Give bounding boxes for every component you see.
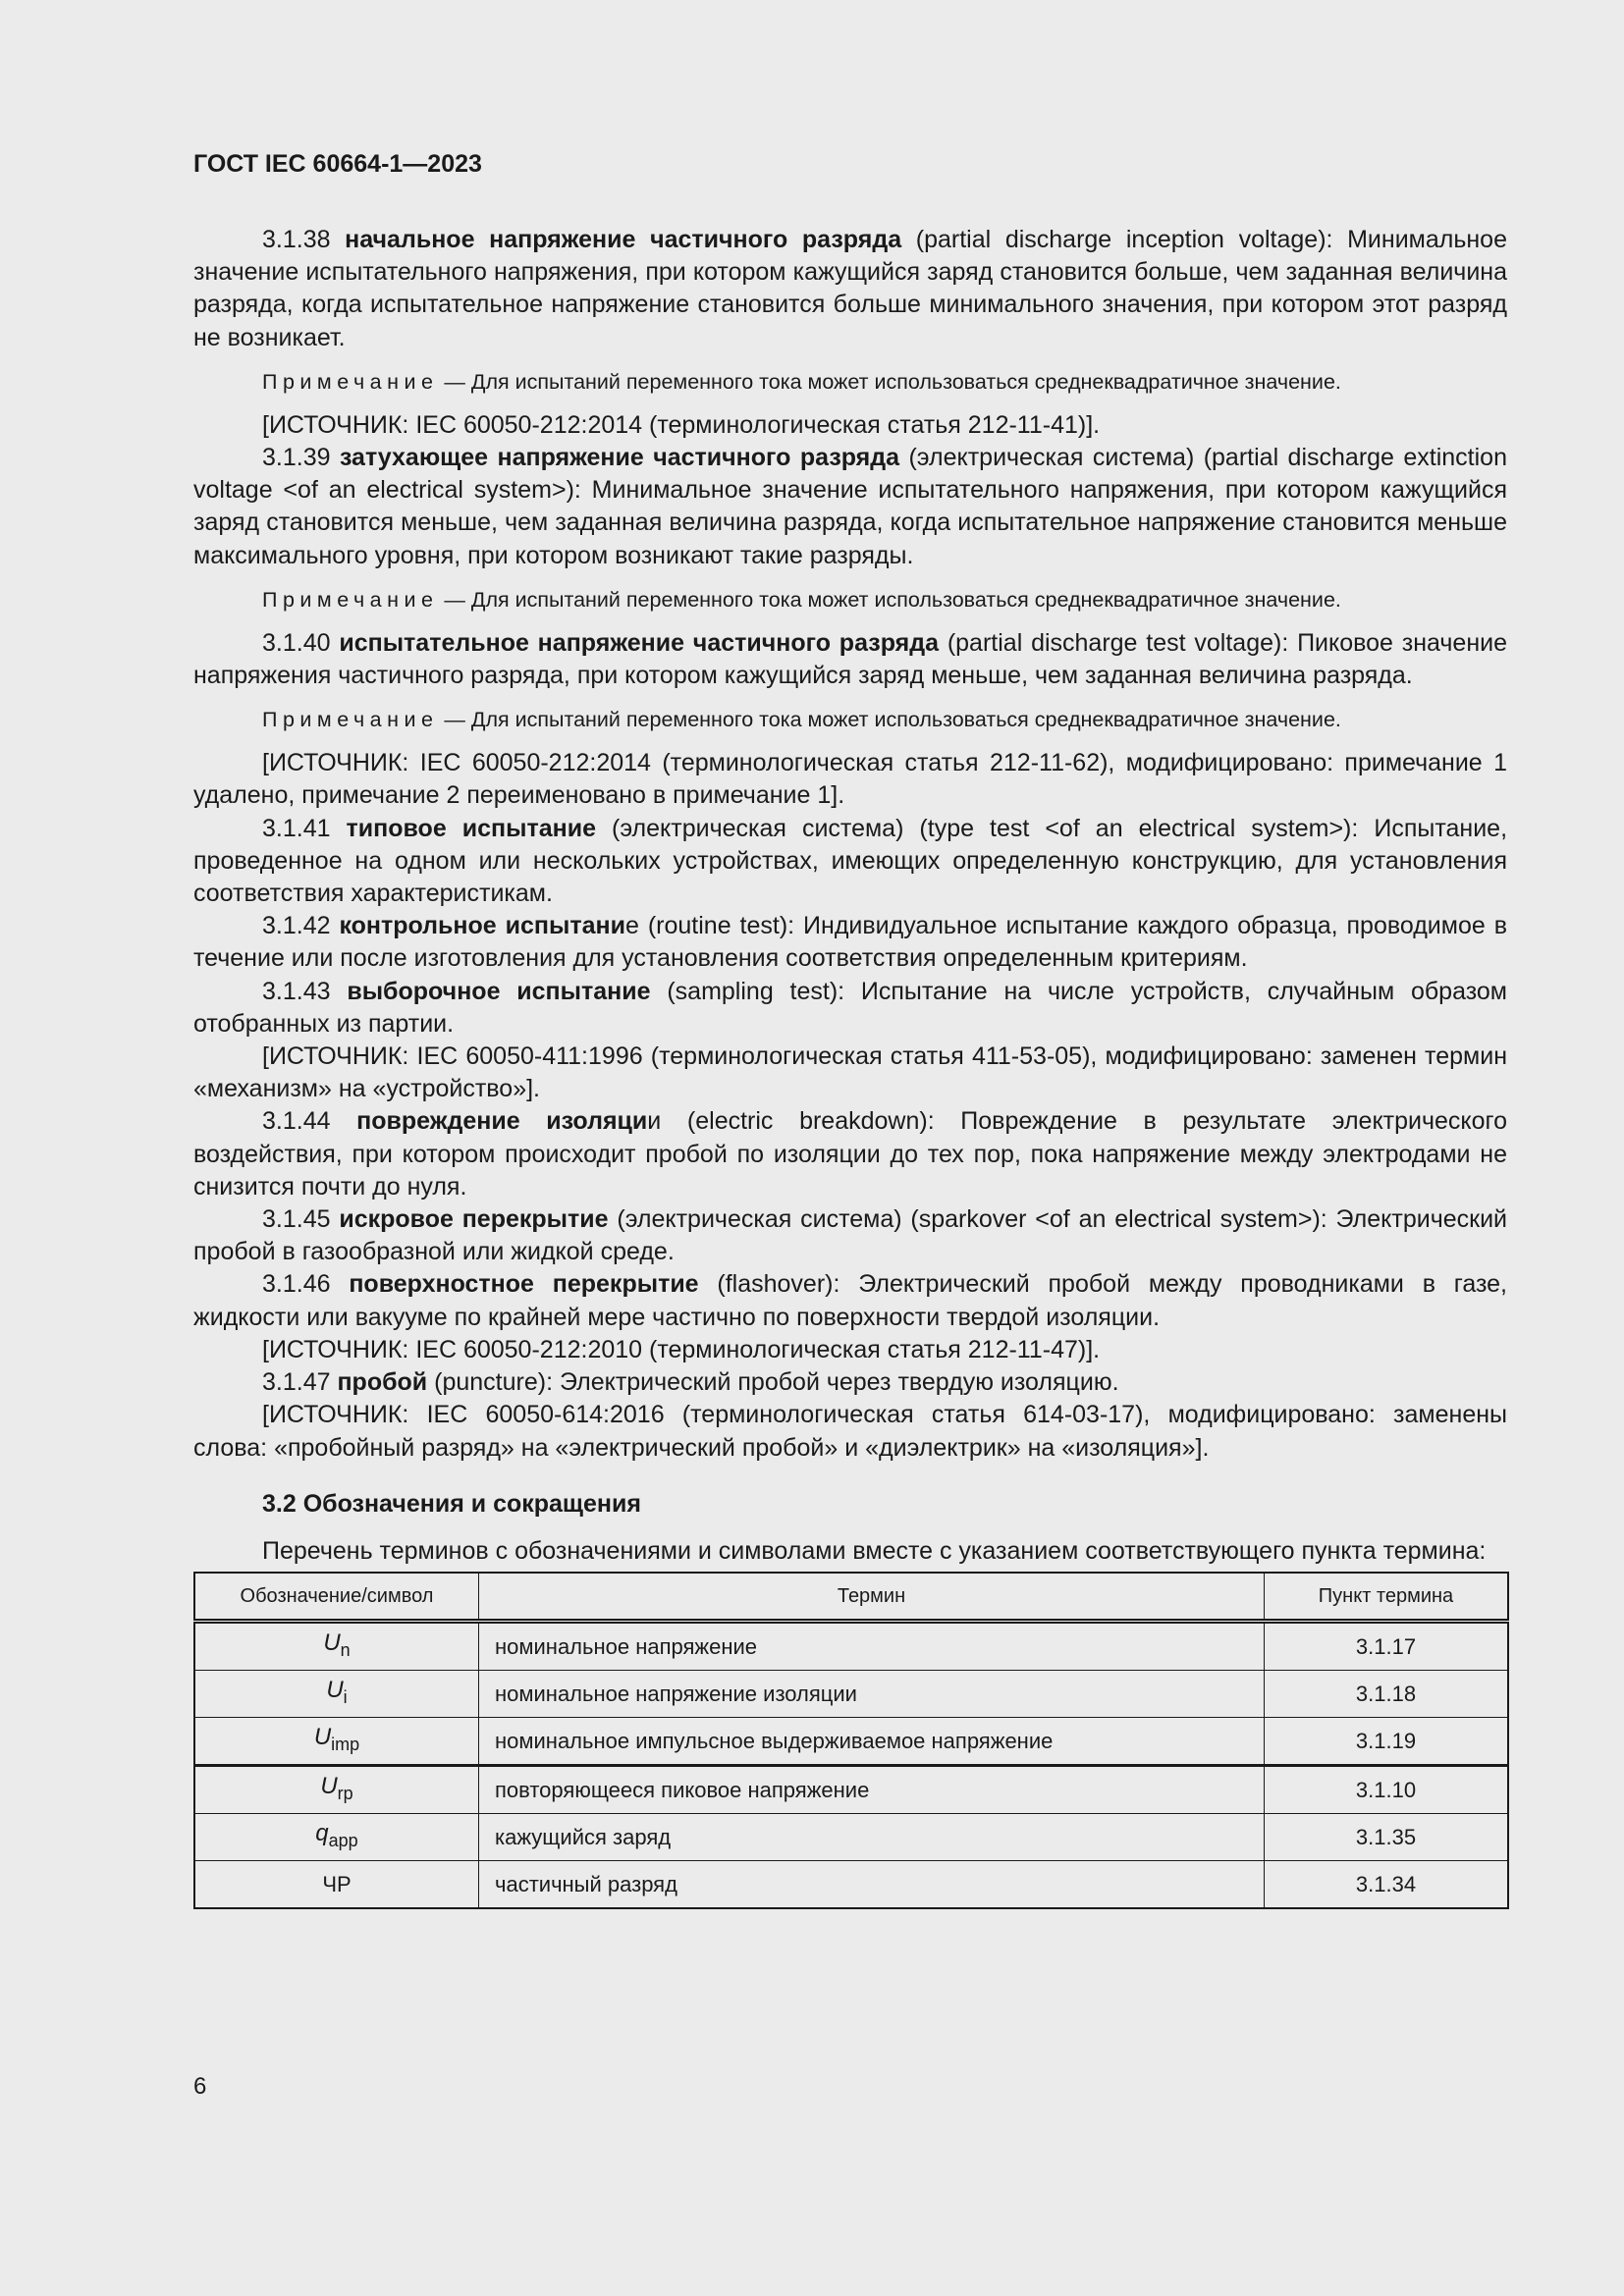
page-number: 6 <box>193 2073 207 2100</box>
symbol-cell <box>194 1814 479 1861</box>
column-header-clause: Пункт термина <box>1265 1573 1509 1622</box>
symbol-cell <box>194 1861 479 1909</box>
source-3-1-43: [ИСТОЧНИК: IEC 60050-411:1996 (терминологическая статья 411-53-05), модифицировано: заменен термин «механизм» на «устройство»]. <box>193 1042 1507 1103</box>
note <box>262 585 1507 614</box>
symbol: U <box>326 1677 344 1703</box>
term-3-1-47 <box>193 1366 1507 1399</box>
symbol-cell <box>194 1766 479 1814</box>
note-text: — Для испытаний переменного тока может использоваться среднеквадратичное значение. <box>438 587 1341 612</box>
term-cell: кажущийся заряд <box>479 1814 1265 1861</box>
clause-cell: 3.1.18 <box>1265 1671 1509 1718</box>
term-definition: (электрическая система) (sparkover <of an electrical system>): Электрический пробой в газообразной или жидкой среде. <box>193 1205 1507 1266</box>
term-definition: (электрическая система) (partial discharge extinction voltage <of an electrical system>): Минимальное значение испытательного напряжения, при котором кажущийся заряд становится меньше, чем заданная величина разряда, когда испытательное напряжение становится меньше максимального уровня, при котором возникают такие разряды. <box>193 444 1507 569</box>
term-number: 3.1.45 <box>262 1205 340 1234</box>
term-cell: номинальное напряжение <box>479 1622 1265 1671</box>
term-name: выборочное испытание <box>347 977 651 1005</box>
clause-cell: 3.1.34 <box>1265 1861 1509 1909</box>
table-row <box>194 1814 1508 1861</box>
symbols-table <box>193 1572 1509 1909</box>
term-3-1-45 <box>193 1203 1507 1268</box>
table-row <box>194 1861 1508 1909</box>
symbol: U <box>320 1773 338 1799</box>
term-definition: (partial discharge test voltage): Пиковое значение напряжения частичного разряда, при котором кажущийся заряд меньше, чем заданная величина разряда. <box>193 628 1507 690</box>
term-number: 3.1.43 <box>262 977 348 1005</box>
section-heading-3-2: 3.2 Обозначения и сокращения <box>262 1489 641 1518</box>
symbol-subscript: app <box>328 1831 358 1850</box>
term-3-1-41 <box>193 813 1507 911</box>
clause-cell: 3.1.10 <box>1265 1766 1509 1814</box>
symbol-cell <box>194 1622 479 1671</box>
clause-cell: 3.1.35 <box>1265 1814 1509 1861</box>
term-number: 3.1.38 <box>262 226 346 253</box>
source-3-1-46: [ИСТОЧНИК: IEC 60050-212:2010 (терминологическая статья 212-11-47)]. <box>262 1335 1101 1363</box>
symbol: U <box>323 1629 341 1656</box>
term-number: 3.1.41 <box>262 814 347 842</box>
term-name: начальное напряжение частичного разряда <box>345 226 902 253</box>
source-3-1-38: [ИСТОЧНИК: IEC 60050-212:2014 (терминологическая статья 212-11-41)]. <box>262 410 1101 439</box>
term-3-1-42 <box>193 910 1507 975</box>
term-3-1-43 <box>193 976 1507 1041</box>
document-header: ГОСТ IEC 60664-1—2023 <box>193 150 482 178</box>
term-3-1-44 <box>193 1105 1507 1203</box>
term-number: 3.1.44 <box>262 1107 357 1136</box>
source-3-1-47: [ИСТОЧНИК: IEC 60050-614:2016 (терминологическая статья 614-03-17), модифицировано: заменены слова: «пробойный разряд» на «электрический пробой» и «диэлектрик» на «изоляция»]. <box>193 1401 1507 1462</box>
term-3-1-40 <box>193 627 1507 692</box>
term-name: контрольное испытани <box>339 912 625 940</box>
term-3-1-39 <box>193 442 1507 572</box>
term-definition: и (electric breakdown): Повреждение в результате электрического воздействия, при котором происходит пробой по изоляции до тех пор, пока напряжение между электродами не снизится почти до нуля. <box>193 1107 1507 1201</box>
clause-cell: 3.1.19 <box>1265 1718 1509 1766</box>
term-definition: (sampling test): Испытание на числе устройств, случайным образом отобранных из партии. <box>193 977 1507 1038</box>
note-label: Примечание <box>262 369 439 394</box>
term-name: поверхностное перекрытие <box>349 1270 699 1299</box>
column-header-term: Термин <box>479 1573 1265 1622</box>
term-number: 3.1.42 <box>262 912 340 940</box>
symbol: q <box>315 1820 329 1846</box>
term-name: типовое испытание <box>346 814 596 842</box>
section-intro: Перечень терминов с обозначениями и символами вместе с указанием соответствующего пункта термина: <box>262 1536 1487 1565</box>
term-name: искровое перекрытие <box>339 1205 609 1234</box>
note-label: Примечание <box>262 587 439 612</box>
term-cell: номинальное импульсное выдерживаемое напряжение <box>479 1718 1265 1766</box>
table-header-row <box>194 1573 1508 1622</box>
term-definition: (электрическая система) (type test <of an electrical system>): Испытание, проведенное на одном или нескольких устройствах, имеющих определенную конструкцию, для установления соответствия характеристикам. <box>193 814 1508 908</box>
note <box>262 367 1507 397</box>
term-name: затухающее напряжение частичного разряда <box>339 444 900 472</box>
term-3-1-46 <box>193 1268 1507 1333</box>
symbol-subscript: n <box>340 1640 351 1660</box>
symbol-subscript: rp <box>337 1784 353 1803</box>
note-text: — Для испытаний переменного тока может использоваться среднеквадратичное значение. <box>438 369 1341 394</box>
table-row <box>194 1766 1508 1814</box>
note-label: Примечание <box>262 708 439 732</box>
symbol-cell <box>194 1671 479 1718</box>
table-row <box>194 1622 1508 1671</box>
table-row <box>194 1718 1508 1766</box>
term-3-1-38 <box>193 224 1507 354</box>
term-definition: (partial discharge inception voltage): Минимальное значение испытательного напряжения, при котором кажущийся заряд становится больше, чем заданная величина разряда, когда испытательное напряжение становится больше минимального значения, при котором этот разряд не возникает. <box>193 226 1507 351</box>
term-definition: (flashover): Электрический пробой между проводниками в газе, жидкости или вакууме по крайней мере частично по поверхности твердой изоляции. <box>193 1270 1508 1331</box>
term-number: 3.1.39 <box>262 444 340 472</box>
page-content <box>193 224 1507 1909</box>
symbol-subscript: i <box>343 1687 348 1707</box>
symbol-subscript: imp <box>331 1735 360 1754</box>
term-definition: е (routine test): Индивидуальное испытание каждого образца, проводимое в течение или после изготовления для установления соответствия определенным критериям. <box>193 912 1507 973</box>
term-name: пробой <box>337 1368 428 1397</box>
term-number: 3.1.47 <box>262 1368 338 1397</box>
term-definition: (puncture): Электрический пробой через твердую изоляцию. <box>427 1368 1119 1397</box>
term-number: 3.1.46 <box>262 1270 350 1299</box>
source-3-1-40: [ИСТОЧНИК: IEC 60050-212:2014 (терминологическая статья 212-11-62), модифицировано: примечание 1 удалено, примечание 2 переименовано в примечание 1]. <box>193 749 1507 810</box>
symbol-cell <box>194 1718 479 1766</box>
term-cell: частичный разряд <box>479 1861 1265 1909</box>
term-cell: номинальное напряжение изоляции <box>479 1671 1265 1718</box>
symbol: U <box>313 1724 332 1750</box>
term-number: 3.1.40 <box>262 628 340 657</box>
term-name: испытательное напряжение частичного разряда <box>339 628 940 657</box>
note <box>262 705 1507 734</box>
clause-cell: 3.1.17 <box>1265 1622 1509 1671</box>
note-text: — Для испытаний переменного тока может использоваться среднеквадратичное значение. <box>438 708 1341 732</box>
symbol: ЧР <box>322 1872 352 1896</box>
column-header-symbol: Обозначение/символ <box>194 1573 479 1622</box>
table-row <box>194 1671 1508 1718</box>
term-name: повреждение изоляци <box>356 1107 648 1136</box>
term-cell: повторяющееся пиковое напряжение <box>479 1766 1265 1814</box>
